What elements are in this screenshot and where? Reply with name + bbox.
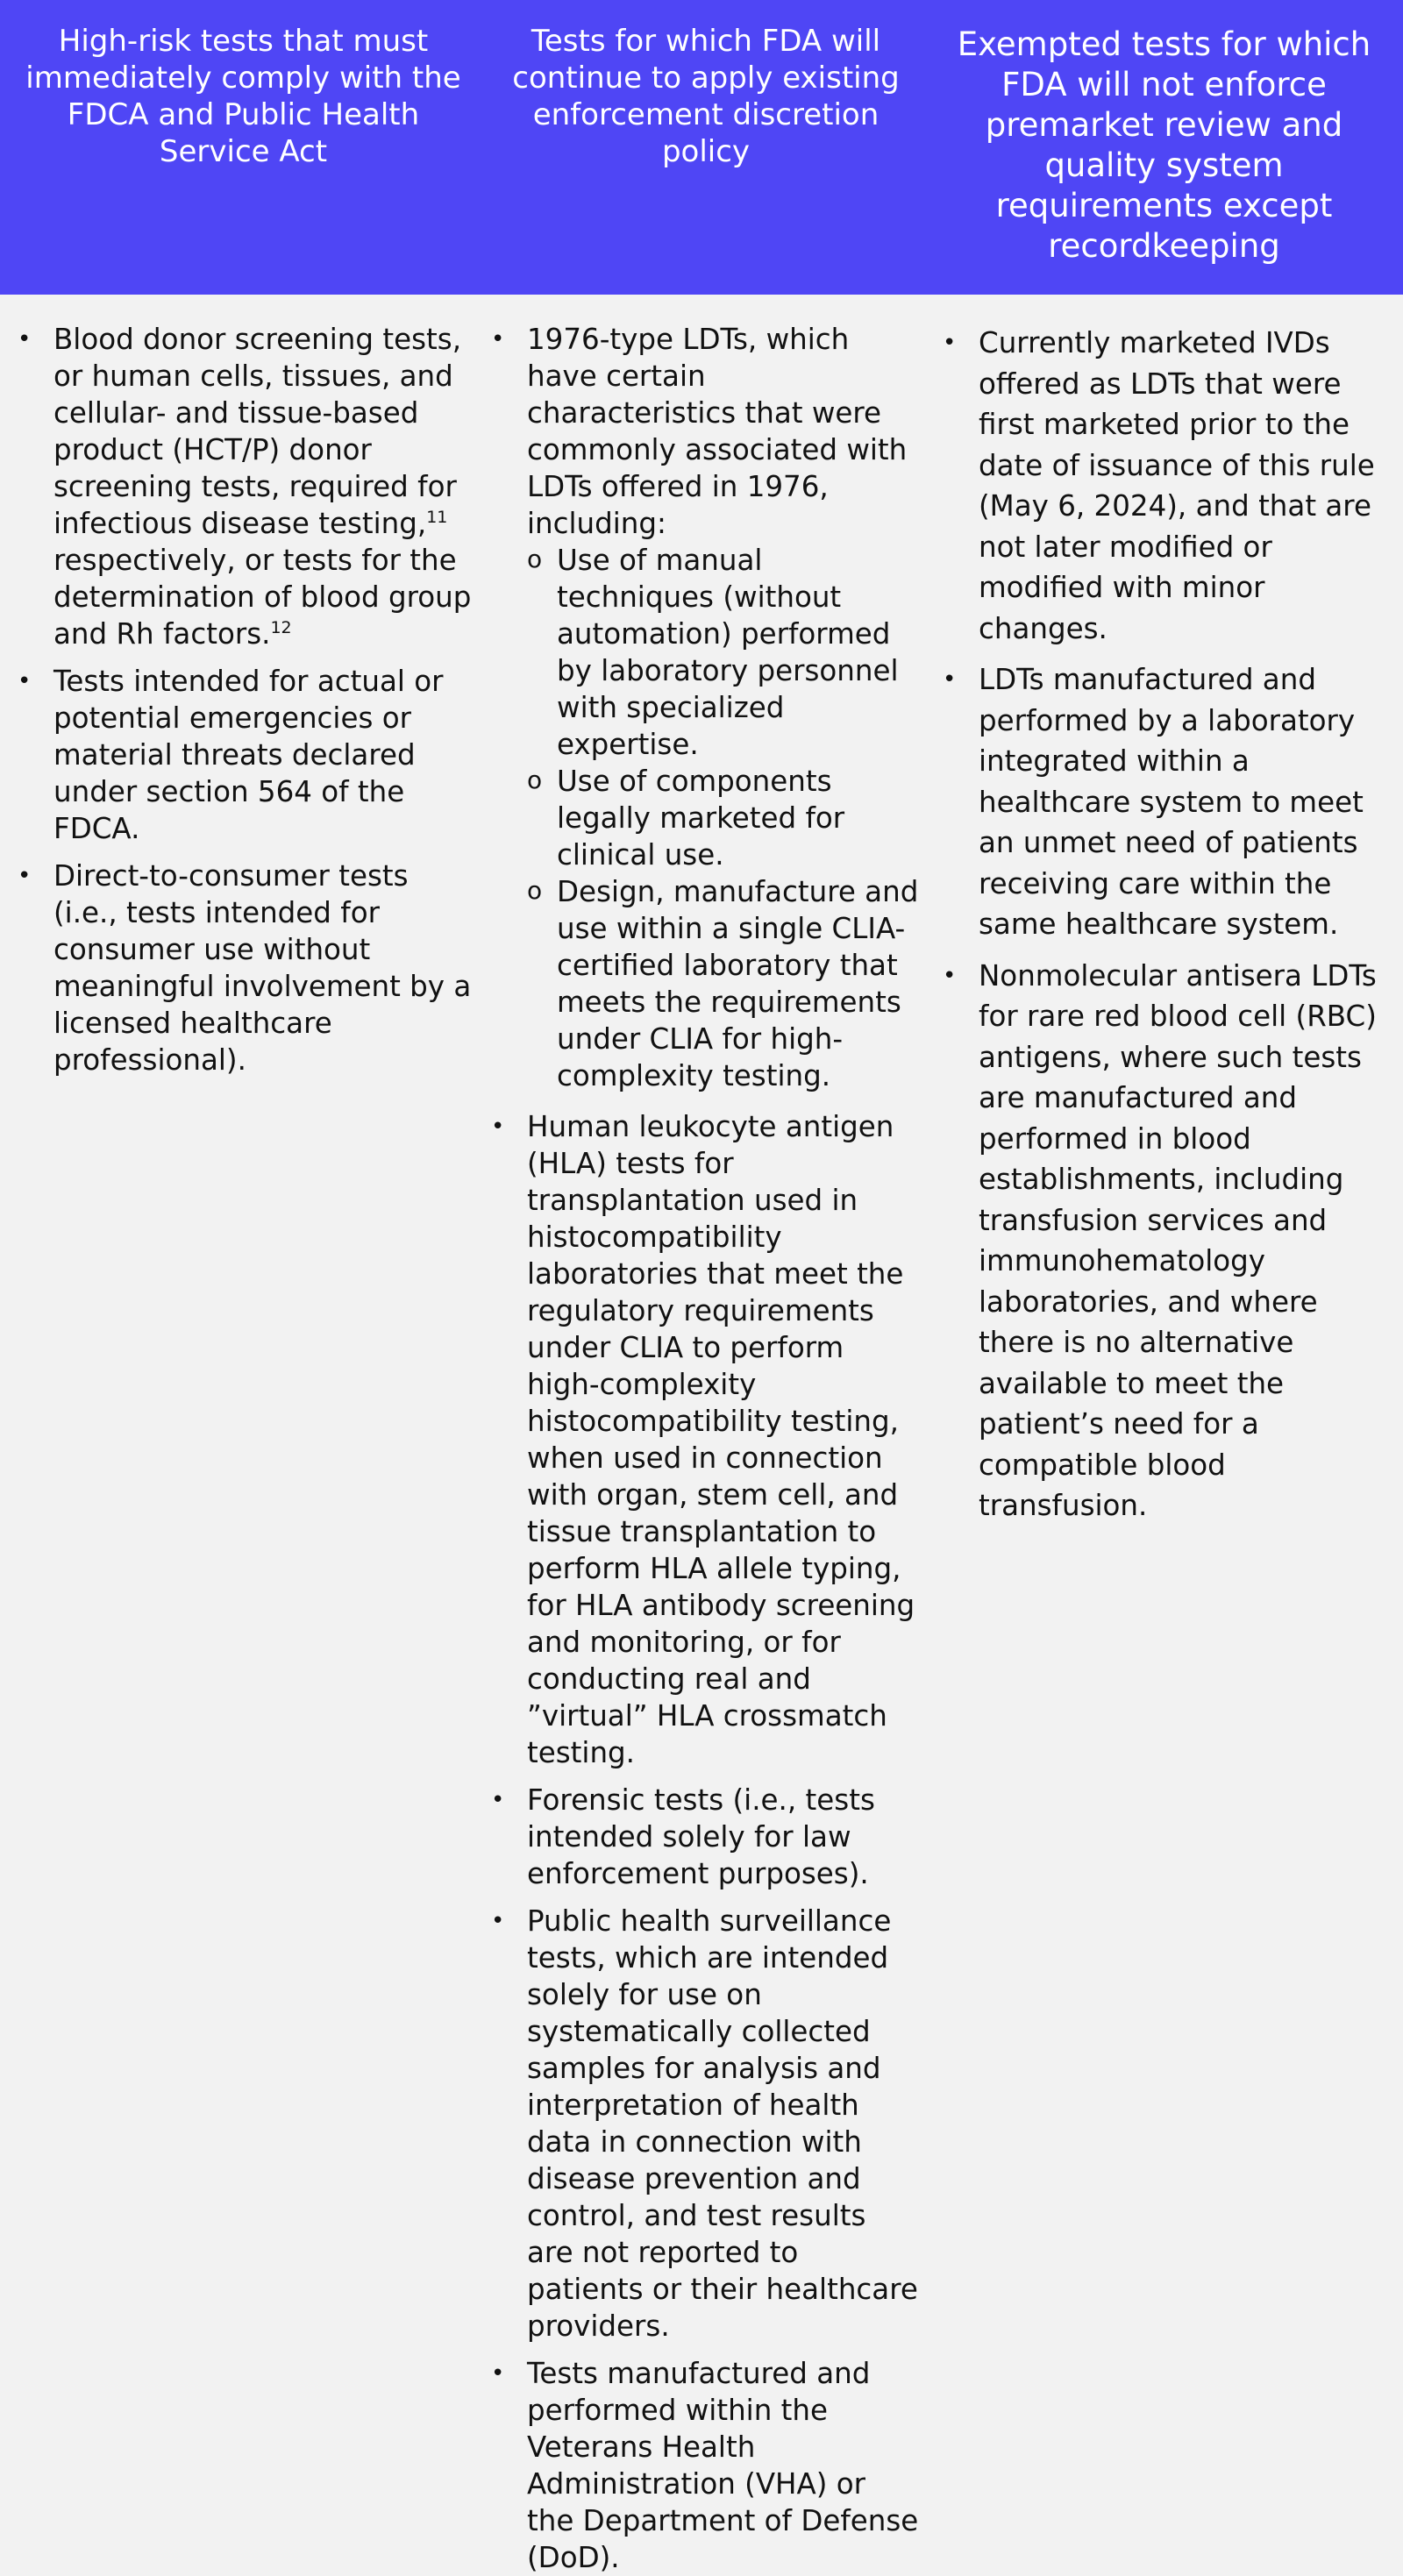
footnote-ref-11: 11 [426, 508, 448, 528]
sub-list-item: o Design, manufacture and use within a single CLIA-certified laboratory that meets the requirements under CLIA for high-complexity testing. [527, 873, 920, 1094]
column-exempted-tests [925, 295, 1403, 2468]
list-item: • Public health surveillance tests, which are intended solely for use on systematically collected samples for analysis and interpretation of health data in connection with disease prevention and control, and test results are not reported to patients or their healthcare providers. [491, 1903, 920, 2345]
list-item [491, 321, 920, 1094]
sub-list-item: o Use of manual techniques (without automation) performed by laboratory personnel with specialized expertise. [527, 542, 920, 763]
enforcement-discretion-tests-list [491, 321, 920, 2576]
table-header-row [0, 0, 1403, 295]
list-item [18, 321, 478, 652]
list-item: • Tests intended for actual or potential emergencies or material threats declared under section 564 of the FDCA. [18, 663, 478, 847]
list-item-text-continued: respectively, or tests for the determination of blood group and Rh factors. [53, 544, 472, 651]
list-item: • Direct-to-consumer tests (i.e., tests intended for consumer use without meaningful involvement by a licensed healthcare professional). [18, 857, 478, 1078]
list-item: • Human leukocyte antigen (HLA) tests for transplantation used in histocompatibility laboratories that meet the regulatory requirements under CLIA to perform high-complexity histocompatibility testing, when used in connection with organ, stem cell, and tissue transplantation to perform HLA allele typing, for HLA antibody screening and monitoring, or for conducting real and ”virtual” HLA crossmatch testing. [491, 1108, 920, 1771]
sub-list-item: o Use of components legally marketed for clinical use. [527, 763, 920, 873]
high-risk-tests-list [18, 321, 478, 1078]
list-item: • Nonmolecular antisera LDTs for rare red blood cell (RBC) antigens, where such tests are manufactured and performed in blood establishments, including transfusion services and immunohematology laboratories, and where there is no alternative available to meet the patient’s need for a compatible blood transfusion. [943, 956, 1399, 1526]
footnote-ref-12: 12 [270, 618, 292, 638]
list-item-text: Blood donor screening tests, or human cells, tissues, and cellular- and tissue-based product (HCT/P) donor screening tests, required for infectious disease testing, [53, 323, 462, 540]
list-item: • Forensic tests (i.e., tests intended solely for law enforcement purposes). [491, 1782, 920, 1892]
exempted-tests-list [943, 323, 1399, 1526]
list-item: • Currently marketed IVDs offered as LDTs that were first marketed prior to the date of issuance of this rule (May 6, 2024), and that are not later modified or modified with minor changes. [943, 323, 1399, 649]
list-item-text: 1976-type LDTs, which have certain characteristics that were commonly associated with LDTs offered in 1976, including: [527, 323, 908, 540]
list-item: • Tests manufactured and performed within the Veterans Health Administration (VHA) or the Department of Defense (DoD). [491, 2355, 920, 2576]
list-item: • LDTs manufactured and performed by a laboratory integrated within a healthcare system to meet an unmet need of patients receiving care within the same healthcare system. [943, 659, 1399, 945]
column-enforcement-discretion-tests [474, 295, 925, 2574]
header-exempted-tests: Exempted tests for which FDA will not enforce premarket review and quality system requirements except recordkeeping [957, 25, 1371, 265]
header-enforcement-discretion-tests: Tests for which FDA will continue to apply existing enforcement discretion policy [512, 24, 900, 169]
sub-list [527, 542, 920, 1094]
column-high-risk-tests [0, 295, 487, 2468]
header-high-risk-tests: High-risk tests that must immediately comply with the FDCA and Public Health Service Act [25, 24, 461, 169]
table-body-row [0, 295, 1403, 2574]
